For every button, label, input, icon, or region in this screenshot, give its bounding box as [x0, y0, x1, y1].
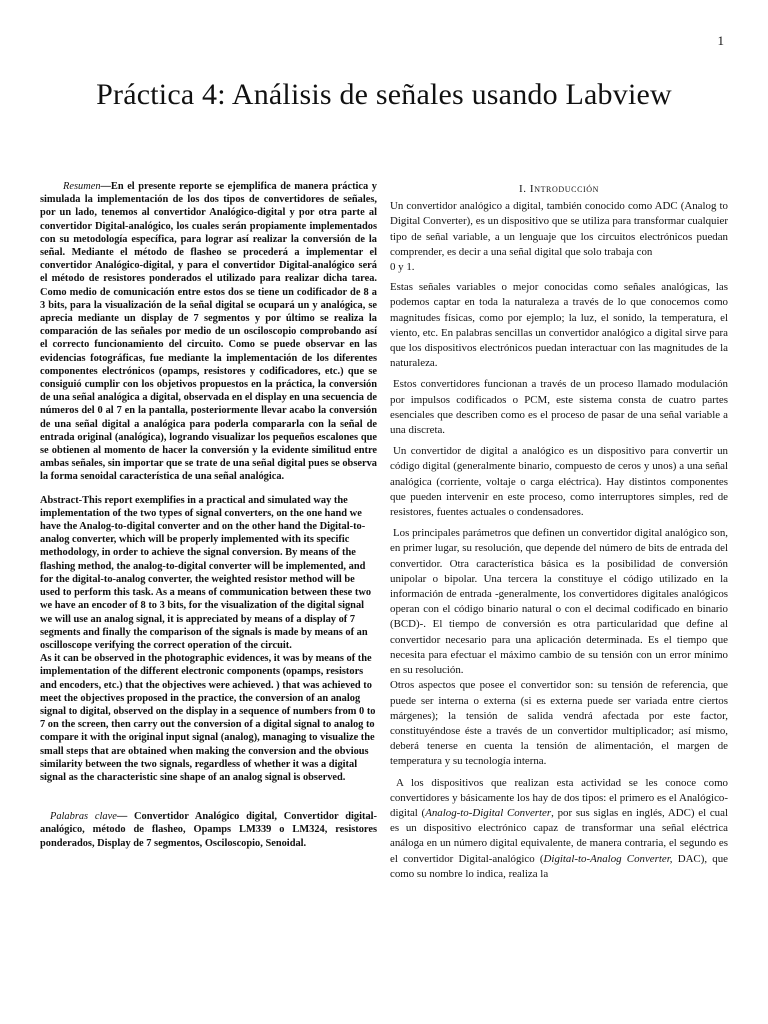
- abstract-es: [40, 180, 377, 484]
- keywords: [40, 810, 377, 850]
- paper-title: Práctica 4: Análisis de señales usando Labview: [96, 78, 672, 111]
- abstract-es-text: —En el presente reporte se ejemplifica de manera práctica y simulada la implementación de los dos tipos de convertidores de señales, por un lado, tenemos al convertidor Analógico-digital y por otra parte al convertidor Digital-analógico, los cuales serán propiamente implementados con su metodología específica, para lograr así realizar la conversión de la señal. Mediante el método de flasheo se procederá a implementar el convertidor Analógico-digital, y para el convertidor Digital-analógico será el método de resistores ponderados el utilizado para realizar dicha tarea. Como medio de comunicación entre estos dos se tiene un codificador de 8 a 3 bits, para la visualización de la señal digital se ocupará un y analógica, se aprecia mediante un display de 7 segmentos y por último se realiza la comparación de las señales por medio de un osciloscopio comprobando así el correcto funcionamiento del circuito. Como se puede observar en las evidencias fotográficas, fue mediante la implementación de los diferentes componentes electrónicos (opamps, resistores y codificadores, etc.) que se consiguió cumplir con los objetivos propuestos en la práctica, la conversión de una señal analógica a digital, observada en el display en una secuencia de números del 0 al 7 en la pantalla, posteriormente llevar acabo la conversión de una señal digital a analógica para poderla compararla con la señal de entrada original (analógica), logrando visualizar los pequeños escalones que se obtienen al momento de hacer la conversión y la evidente similitud entre ambas señales, sin importar que se trate de una señal digital pues se observa la forma senoidal característica de una señal analógica.: [40, 181, 377, 483]
- intro-paragraph-1: [390, 199, 728, 275]
- intro-p7-a: A los dispositivos que realizan esta actividad se les conoce como convertidores y básicamente los hay de dos tipos: el primero es el Analógico-digital (: [390, 776, 728, 819]
- abstract-en-p1: Abstract-This report exemplifies in a practical and simulated way the implementation of the two types of signal converters, on the one hand we have the Analog-to-digital converter and on the other hand the Digital-to-analog converter, which will be properly implemented with its specific methodology, in order to achieve the signal conversion. By means of the flashing method, the analog-to-digital converter will be implemented, and for the digital-to-analog converter, the weighted resistor method will be used to perform this task. As a means of communication between these two we have an encoder of 8 to 3 bits, for the visualization of the digital signal we will use an analog signal, it is appreciated by means of a display of 7 segments and finally the comparison of the signals is made by means of an oscilloscope verifying the correct operation of the circuit.: [40, 494, 372, 651]
- intro-paragraph-6: Otros aspectos que posee el convertidor son: su tensión de referencia, que puede ser interna o externa (si es externa puede ser variada entre ciertos márgenes); la tensión de salida vendrá afectada por este factor, constituyéndose éste a través de un convertidor multiplicador; así mismo, deberá tenerse en cuenta la tensión de alimentación, el margen de temperatura y su tecnología interna.: [390, 679, 728, 768]
- intro-p7-adc: Analog-to-Digital Converter: [425, 806, 552, 819]
- intro-paragraph-4: Un convertidor de digital a analógico es un dispositivo para convertir un código digital (generalmente binario, compuesto de ceros y unos) a una señal analógica (corriente, voltaje o carga eléctrica). Hay distintos componentes que pueden intervenir en este proceso, como interruptores simples, red de resistores, fuentes actuales o condensadores.: [390, 445, 728, 519]
- right-column: [390, 182, 728, 882]
- intro-paragraph-3: Estos convertidores funcionan a través de un proceso llamado modulación por impulsos codificados o PCM, este sistema consta de cuatro partes esenciales que describen como es el proceso de pasar de una señal variable a una discreta.: [390, 378, 728, 437]
- abstract-en-p2: As it can be observed in the photographic evidences, it was by means of the implementation of the different electronic components (opamps, resistors and encoders, etc.) that the objectives were achieved. ) that was achieved to meet the objectives proposed in the practice, the conversion of an analog signal to digital, observed on the display in a sequence of numbers from 0 to 7 on the screen, then carry out the conversion of a digital signal to analog to compare it with the original input signal (analog), managing to visualize the small steps that are obtained when making the conversion and the obvious similarity between the two signals, regardless of whether it was a digital signal as the characteristic sine shape of an analog signal is observed.: [40, 653, 376, 783]
- intro-paragraph-7: [390, 776, 728, 882]
- left-column: [40, 180, 377, 850]
- intro-paragraph-2: Estas señales variables o mejor conocidas como señales analógicas, las podemos captar en toda la naturaleza a través de lo que conocemos como magnitudes físicas, como por ejemplo; la luz, el sonido, la temperatura, el viento, etc. En palabras sencillas un convertidor analógico a digital sirve para que los dispositivos electrónicos puedan interactuar con las magnitudes de la naturaleza.: [390, 281, 728, 370]
- intro-paragraph-5: Los principales parámetros que definen un convertidor digital analógico son, en primer lugar, su resolución, que depende del número de bits de entrada del convertidor. Otra característica básica es la posibilidad de conversión unipolar o bipolar. Una tercera la constituye el código utilizado en la información de entrada -generalmente, los convertidores digitales analógicos operan con el código binario natural o con el decimal codificado en binario (BCD)-. El tiempo de conversión es otra particularidad que define al convertidor necesario para una aplicación determinada. Es el tiempo que necesita para efectuar el máximo cambio de su tensión con un error mínimo en su resolución.: [390, 527, 728, 677]
- abstract-en: [40, 494, 377, 784]
- intro-p7-c: DAC), que como su nombre lo indica, realiza la: [390, 852, 728, 880]
- keywords-text: — Convertidor Analógico digital, Convertidor digital-analógico, método de flasheo, Opamps LM339 o LM324, resistores ponderados, Display de 7 segmentos, Osciloscopio, Senoidal.: [40, 811, 377, 849]
- intro-p7-dac: Digital-to-Analog Converter,: [543, 852, 673, 865]
- page-number: 1: [717, 33, 724, 48]
- abstract-lead: Resumen: [63, 181, 101, 192]
- keywords-lead: Palabras clave: [50, 811, 117, 823]
- intro-p1-tail: 0 y 1.: [390, 261, 415, 274]
- intro-p1-text: Un convertidor analógico a digital, también conocido como ADC (Analog to Digital Converter), es un dispositivo que se utiliza para transformar cualquier tipo de señal variable, a un lenguaje que los circuitos electrónicos puedan comprender, es decir a una señal digital que solo trabaja con: [390, 200, 728, 258]
- intro-p7-b: , por sus siglas en inglés, ADC) el cual es un dispositivo electrónico capaz de transformar una señal eléctrica análoga en un número digital equivalente, de manera contraria, el segundo es el convertidor Digital-analógico (: [390, 806, 728, 865]
- section-heading-introduction: I. Introducción: [518, 183, 600, 195]
